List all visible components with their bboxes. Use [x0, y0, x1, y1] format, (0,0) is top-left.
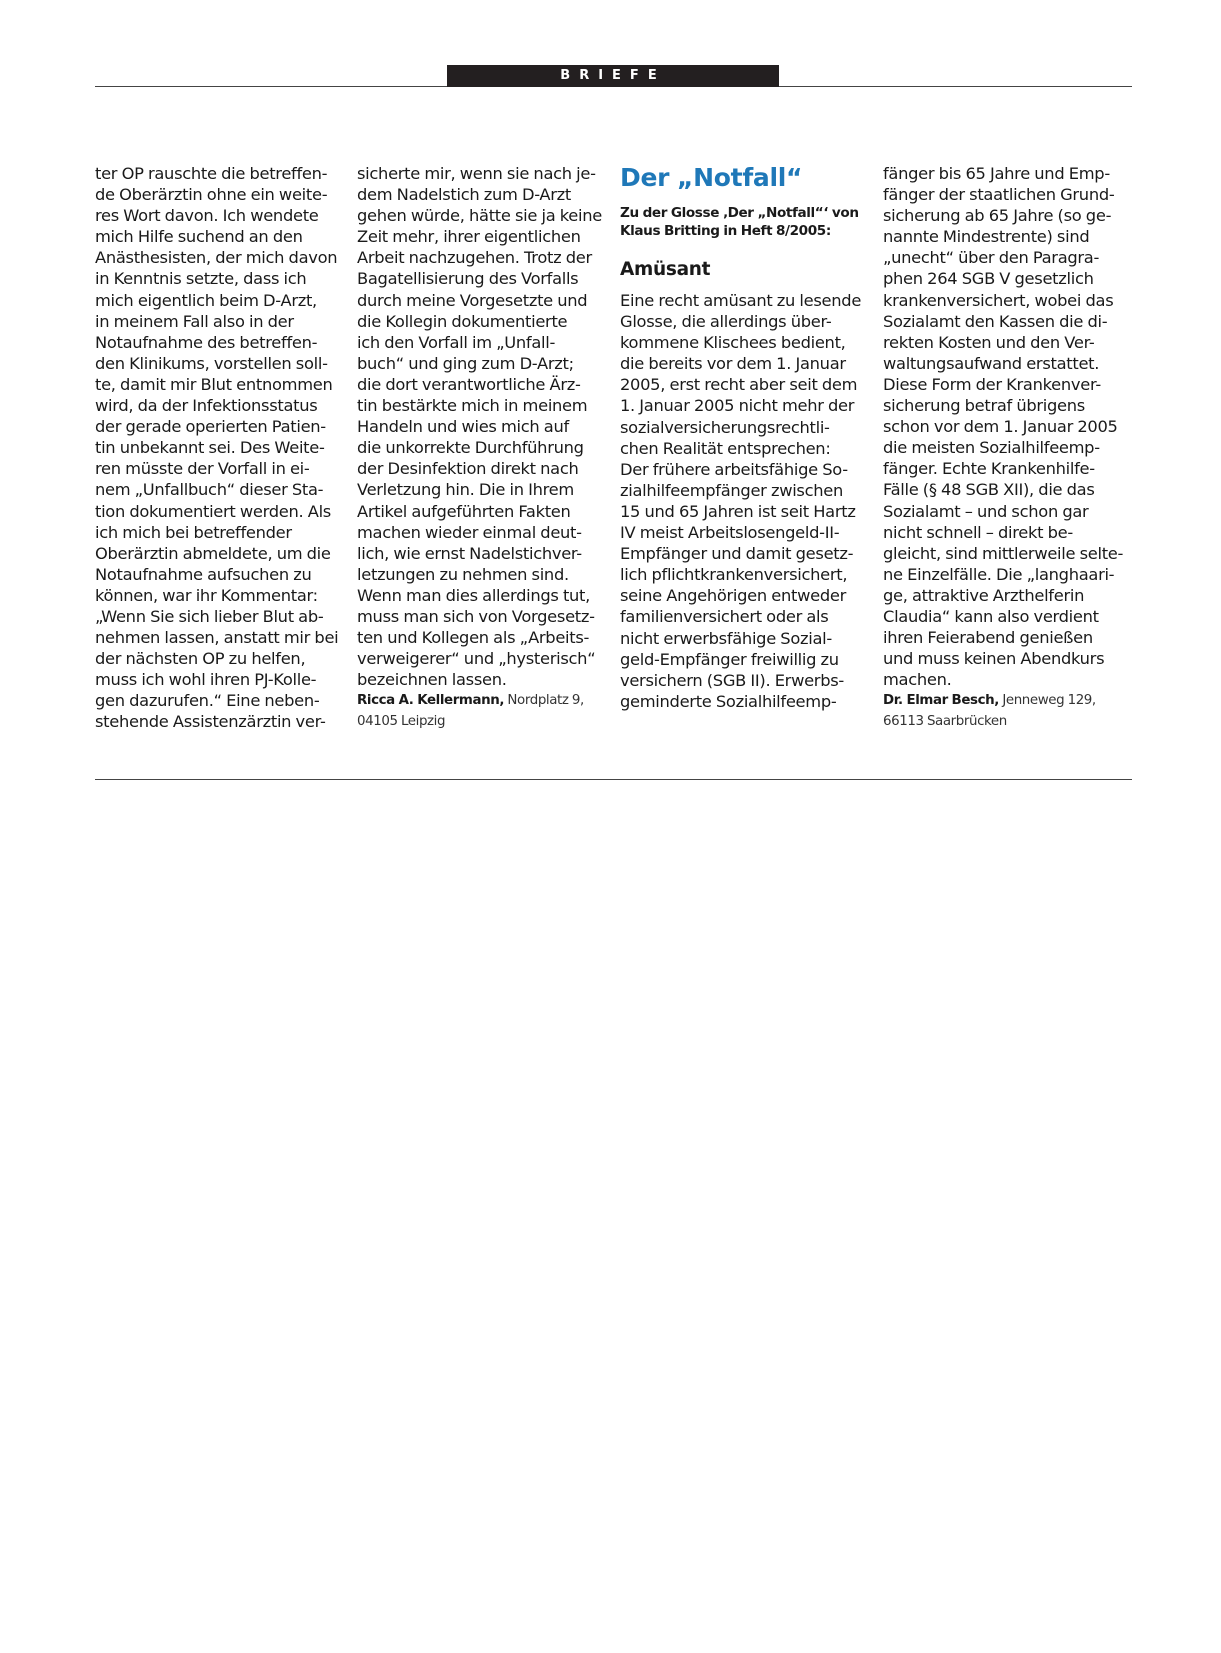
text-line: Sozialamt – und schon gar — [883, 501, 1089, 521]
column-2-body — [357, 163, 603, 690]
text-line: gehen würde, hätte sie ja keine — [357, 206, 602, 226]
signature-city: 66113 Saarbrücken — [883, 714, 1007, 730]
text-line: letzungen zu nehmen sind. — [357, 564, 569, 584]
text-line: tion dokumentiert werden. Als — [95, 501, 331, 521]
text-line: wird, da der Infektionsstatus — [95, 396, 318, 416]
text-line: zialhilfeempfänger zwischen — [620, 480, 844, 500]
text-line: Glosse, die allerdings über- — [620, 312, 832, 332]
text-line: sicherte mir, wenn sie nach je- — [357, 164, 596, 183]
text-line: der nächsten OP zu helfen, — [95, 649, 306, 669]
text-line: durch meine Vorgesetzte und — [357, 290, 588, 310]
text-line: Bagatellisierung des Vorfalls — [357, 269, 579, 289]
text-line: Verletzung hin. Die in Ihrem — [357, 480, 574, 500]
text-line: krankenversichert, wobei das — [883, 290, 1114, 310]
section-label: BRIEFE — [447, 65, 779, 87]
column-4 — [883, 163, 1129, 732]
text-line: ge, attraktive Arzthelferin — [883, 585, 1085, 605]
text-line: nicht erwerbsfähige Sozial- — [620, 628, 832, 648]
text-line: nicht schnell – direkt be- — [883, 522, 1073, 542]
text-line: ich mich bei betreffender — [95, 522, 292, 542]
text-line: Sozialamt den Kassen die di- — [883, 311, 1108, 331]
text-line: waltungsaufwand erstattet. — [883, 353, 1100, 373]
text-line: versichern (SGB II). Erwerbs- — [620, 670, 844, 690]
bottom-rule — [95, 779, 1132, 780]
column-4-body — [883, 163, 1129, 690]
text-line: 15 und 65 Jahren ist seit Hartz — [620, 501, 856, 521]
column-3 — [620, 163, 866, 712]
text-line: die meisten Sozialhilfeemp- — [883, 438, 1100, 458]
text-line: verweigerer“ und „hysterisch“ — [357, 649, 596, 669]
text-line: ihren Feierabend genießen — [883, 628, 1093, 648]
text-line: chen Realität entsprechen: — [620, 438, 831, 458]
text-line: res Wort davon. Ich wendete — [95, 206, 319, 226]
text-line: den Klinikums, vorstellen soll- — [95, 353, 328, 373]
text-line: mich eigentlich beim D-Arzt, — [95, 290, 317, 310]
text-line: Der frühere arbeitsfähige So- — [620, 459, 848, 479]
text-line: gleicht, sind mittlerweile selte- — [883, 543, 1124, 563]
text-line: Handeln und wies mich auf — [357, 417, 569, 437]
text-line: schon vor dem 1. Januar 2005 — [883, 417, 1118, 437]
signature-besch — [883, 690, 1129, 732]
signature-address: Jenneweg 129, — [998, 693, 1096, 709]
text-line: fänger der staatlichen Grund- — [883, 185, 1115, 205]
text-line: geminderte Sozialhilfeemp- — [620, 691, 837, 711]
text-line: fänger. Echte Krankenhilfe- — [883, 459, 1095, 479]
text-line: geld-Empfänger freiwillig zu — [620, 649, 839, 669]
text-line: lich, wie ernst Nadelstichver- — [357, 543, 582, 563]
text-line: fänger bis 65 Jahre und Emp- — [883, 164, 1110, 183]
text-line: Zeit mehr, ihrer eigentlichen — [357, 227, 581, 247]
text-line: die Kollegin dokumentierte — [357, 311, 568, 331]
text-line: Arbeit nachzugehen. Trotz der — [357, 248, 592, 268]
text-line: kommene Klischees bedient, — [620, 333, 846, 353]
signature-city: 04105 Leipzig — [357, 714, 446, 730]
column-3-body — [620, 290, 866, 712]
article-title: Der „Notfall“ — [620, 163, 803, 192]
text-line: 1. Januar 2005 nicht mehr der — [620, 396, 855, 416]
text-line: Oberärztin abmeldete, um die — [95, 543, 331, 563]
text-line: mich Hilfe suchend an den — [95, 227, 303, 247]
text-line: Fälle (§ 48 SGB XII), die das — [883, 480, 1095, 500]
text-line: und muss keinen Abendkurs — [883, 649, 1105, 669]
text-line: sicherung betraf übrigens — [883, 396, 1085, 416]
text-line: tin unbekannt sei. Des Weite- — [95, 438, 325, 458]
text-line: stehende Assistenzärztin ver- — [95, 712, 326, 732]
text-line: dem Nadelstich zum D-Arzt — [357, 185, 571, 205]
text-line: nem „Unfallbuch“ dieser Sta- — [95, 480, 324, 500]
signature-name: Dr. Elmar Besch, — [883, 693, 999, 709]
text-line: lich pflichtkrankenversichert, — [620, 565, 848, 585]
text-line: ren müsste der Vorfall in ei- — [95, 459, 310, 479]
text-line: ne Einzelfälle. Die „langhaari- — [883, 564, 1115, 584]
text-line: ter OP rauschte die betreffen- — [95, 164, 328, 183]
text-line: 2005, erst recht aber seit dem — [620, 375, 858, 395]
signature-address: Nordplatz 9, — [504, 693, 584, 709]
text-line: können, war ihr Kommentar: — [95, 585, 318, 605]
text-line: Claudia“ kann also verdient — [883, 606, 1099, 626]
text-line: seine Angehörigen entweder — [620, 586, 846, 606]
text-line: der gerade operierten Patien- — [95, 417, 326, 437]
text-line: machen. — [883, 670, 952, 690]
column-2 — [357, 163, 603, 732]
text-line: Anästhesisten, der mich davon — [95, 248, 338, 268]
text-line: Empfänger und damit gesetz- — [620, 544, 854, 564]
text-line: ich den Vorfall im „Unfall- — [357, 332, 556, 352]
text-line: sicherung ab 65 Jahre (so ge- — [883, 206, 1112, 226]
text-line: Diese Form der Krankenver- — [883, 374, 1101, 394]
text-line: muss ich wohl ihren PJ-Kolle- — [95, 670, 317, 690]
text-line: familienversichert oder als — [620, 607, 829, 627]
article-subtitle: Amüsant — [620, 259, 711, 280]
text-line: Zu der Glosse ‚Der „Notfall“‘ von — [620, 205, 859, 221]
text-line: rekten Kosten und den Ver- — [883, 332, 1095, 352]
text-line: Notaufnahme aufsuchen zu — [95, 564, 312, 584]
text-line: bezeichnen lassen. — [357, 670, 507, 690]
signature-name: Ricca A. Kellermann, — [357, 693, 505, 709]
text-line: Klaus Britting in Heft 8/2005: — [620, 223, 831, 239]
text-line: buch“ und ging zum D-Arzt; — [357, 353, 574, 373]
text-line: die unkorrekte Durchführung — [357, 438, 584, 458]
text-line: nannte Mindestrente) sind — [883, 227, 1090, 247]
column-1 — [95, 163, 341, 733]
text-line: phen 264 SGB V gesetzlich — [883, 269, 1094, 289]
text-line: in meinem Fall also in der — [95, 311, 294, 331]
text-line: Notaufnahme des betreffen- — [95, 332, 318, 352]
text-line: die bereits vor dem 1. Januar — [620, 354, 846, 374]
text-line: ten und Kollegen als „Arbeits- — [357, 628, 590, 648]
text-line: „unecht“ über den Paragra- — [883, 248, 1100, 268]
text-line: gen dazurufen.“ Eine neben- — [95, 691, 320, 711]
text-line: der Desinfektion direkt nach — [357, 459, 579, 479]
text-line: machen wieder einmal deut- — [357, 522, 582, 542]
text-line: in Kenntnis setzte, dass ich — [95, 269, 307, 289]
text-line: muss man sich von Vorgesetz- — [357, 606, 595, 626]
text-line: te, damit mir Blut entnommen — [95, 374, 333, 394]
text-line: tin bestärkte mich in meinem — [357, 396, 588, 416]
text-line: nehmen lassen, anstatt mir bei — [95, 628, 339, 648]
text-line: IV meist Arbeitslosengeld-II- — [620, 523, 840, 543]
text-line: Artikel aufgeführten Fakten — [357, 501, 571, 521]
text-line: „Wenn Sie sich lieber Blut ab- — [95, 606, 324, 626]
text-line: sozialversicherungsrechtli- — [620, 417, 830, 437]
text-line: Wenn man dies allerdings tut, — [357, 585, 591, 605]
text-line: die dort verantwortliche Ärz- — [357, 374, 581, 394]
article-reference — [620, 204, 866, 240]
text-line: de Oberärztin ohne ein weite- — [95, 185, 328, 205]
text-line: Eine recht amüsant zu lesende — [620, 291, 862, 310]
signature-kellermann — [357, 690, 603, 732]
